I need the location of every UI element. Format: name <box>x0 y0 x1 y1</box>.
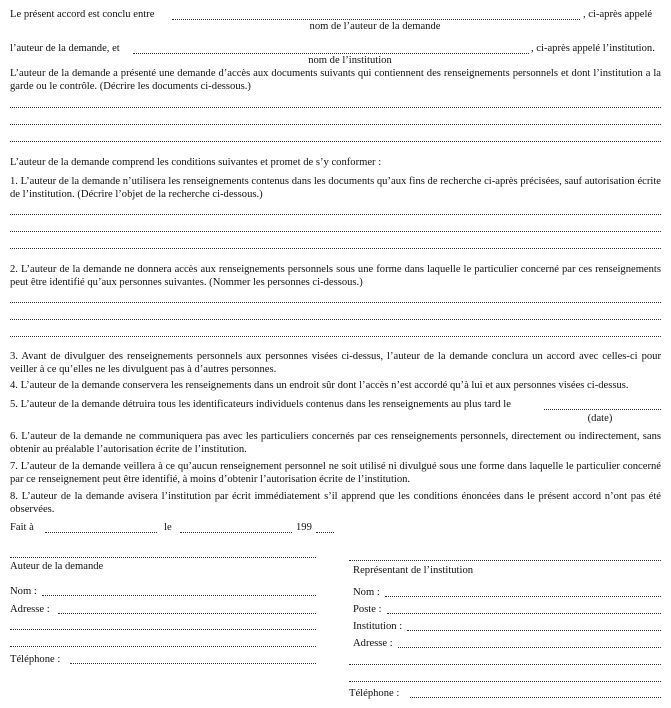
year-field[interactable] <box>316 532 334 533</box>
research-line-2[interactable] <box>10 231 661 232</box>
clause-2: 2. L’auteur de la demande ne donnera accès aux renseignements personnels sous une forme dans laquelle le particulier concerné par ces renseignements peut être identifié qu’aux personnes suivantes. (Nommer les personnes ci-dessous.) <box>10 264 661 288</box>
requester-adresse-field[interactable] <box>58 613 316 614</box>
rep-nom-label: Nom : <box>353 587 380 598</box>
requester-adresse-line-2[interactable] <box>10 629 316 630</box>
documents-line-2[interactable] <box>10 124 661 125</box>
place-field[interactable] <box>45 532 157 533</box>
institution-block-title: Représentant de l’institution <box>353 565 474 576</box>
persons-line-1[interactable] <box>10 302 661 303</box>
requester-adresse-label: Adresse : <box>10 604 50 615</box>
rep-institution-field[interactable] <box>407 630 661 631</box>
date-label: le <box>164 522 172 533</box>
destruction-date-field[interactable] <box>544 409 661 410</box>
clause-1: 1. L’auteur de la demande n’utilisera les renseignements contenus dans les documents qu’aux fins de recherche ci-après précisées, sauf autorisation écrite de l’institution. (Décrire l’objet de la recherche ci-dessous.) <box>10 176 661 200</box>
rep-poste-field[interactable] <box>387 613 661 614</box>
rep-adresse-label: Adresse : <box>353 638 393 649</box>
rep-poste-label: Poste : <box>353 604 382 615</box>
requester-telephone-field[interactable] <box>70 663 316 664</box>
rep-telephone-field[interactable] <box>410 697 661 698</box>
rep-adresse-line-3[interactable] <box>349 681 661 682</box>
research-line-1[interactable] <box>10 214 661 215</box>
requester-nom-field[interactable] <box>42 595 316 596</box>
clause-8: 8. L’auteur de la demande avisera l’institution par écrit immédiatement s’il apprend que les conditions énoncées dans le présent accord n’ont pas été observées. <box>10 491 661 515</box>
rep-adresse-field[interactable] <box>398 647 661 648</box>
clause-6: 6. L’auteur de la demande ne communiquera pas avec les particuliers concernés par ces renseignements personnels, directement ou indirectement, sans obtenir au préalable l’autorisation écrite de l’institution. <box>10 431 661 455</box>
documents-line-1[interactable] <box>10 107 661 108</box>
rep-telephone-label: Téléphone : <box>349 688 400 699</box>
institution-line-suffix: , ci-après appelé l’institution. <box>531 43 655 54</box>
requester-line-prefix: Le présent accord est conclu entre <box>10 9 155 20</box>
rep-adresse-line-2[interactable] <box>349 664 661 665</box>
conditions-intro: L’auteur de la demande comprend les conditions suivantes et promet de s’y conformer : <box>10 157 382 168</box>
year-prefix: 199 <box>296 522 312 533</box>
requester-adresse-line-3[interactable] <box>10 646 316 647</box>
requester-signature-line[interactable] <box>10 557 316 558</box>
rep-nom-field[interactable] <box>385 596 661 597</box>
clause-3: 3. Avant de divulguer des renseignements personnels aux personnes visées ci-dessus, l’auteur de la demande conclura un accord avec celles-ci pour veiller à ce qu’elles ne les divulguent pas à d’autres personnes. <box>10 351 661 375</box>
clause-4: 4. L’auteur de la demande conservera les renseignements dans un endroit sûr dont l’accès n’est accordé qu’à lui et aux personnes visées ci-dessus. <box>10 380 629 391</box>
fait-a-label: Fait à <box>10 522 34 533</box>
persons-line-3[interactable] <box>10 336 661 337</box>
institution-line-prefix: l’auteur de la demande, et <box>10 43 120 54</box>
requester-block-title: Auteur de la demande <box>10 561 104 572</box>
clause-7: 7. L’auteur de la demande veillera à ce qu’aucun renseignement personnel ne soit utilisé ni divulgué sous une forme dans laquelle le particulier concerné par ce renseignement peut être identifié, à moins d’obtenir l’autorisation écrite de l’institution. <box>10 461 661 485</box>
requester-telephone-label: Téléphone : <box>10 654 61 665</box>
persons-line-2[interactable] <box>10 319 661 320</box>
signing-date-field[interactable] <box>180 532 292 533</box>
clause-5: 5. L’auteur de la demande détruira tous les identificateurs individuels contenus dans les renseignements au plus tard le <box>10 399 511 410</box>
institution-signature-line[interactable] <box>349 560 661 561</box>
rep-institution-label: Institution : <box>353 621 403 632</box>
requester-nom-label: Nom : <box>10 586 37 597</box>
requester-name-caption: nom de l’auteur de la demande <box>309 21 441 32</box>
intro-paragraph: L’auteur de la demande a présenté une demande d’accès aux documents suivants qui contiennent des renseignements personnels et dont l’institution a la garde ou le contrôle. (Décrire les documents ci-dessous.) <box>10 68 661 92</box>
research-line-3[interactable] <box>10 248 661 249</box>
documents-line-3[interactable] <box>10 141 661 142</box>
date-caption: (date) <box>587 413 613 424</box>
institution-name-caption: nom de l’institution <box>308 55 392 66</box>
requester-line-suffix: , ci-après appelé <box>583 9 653 20</box>
